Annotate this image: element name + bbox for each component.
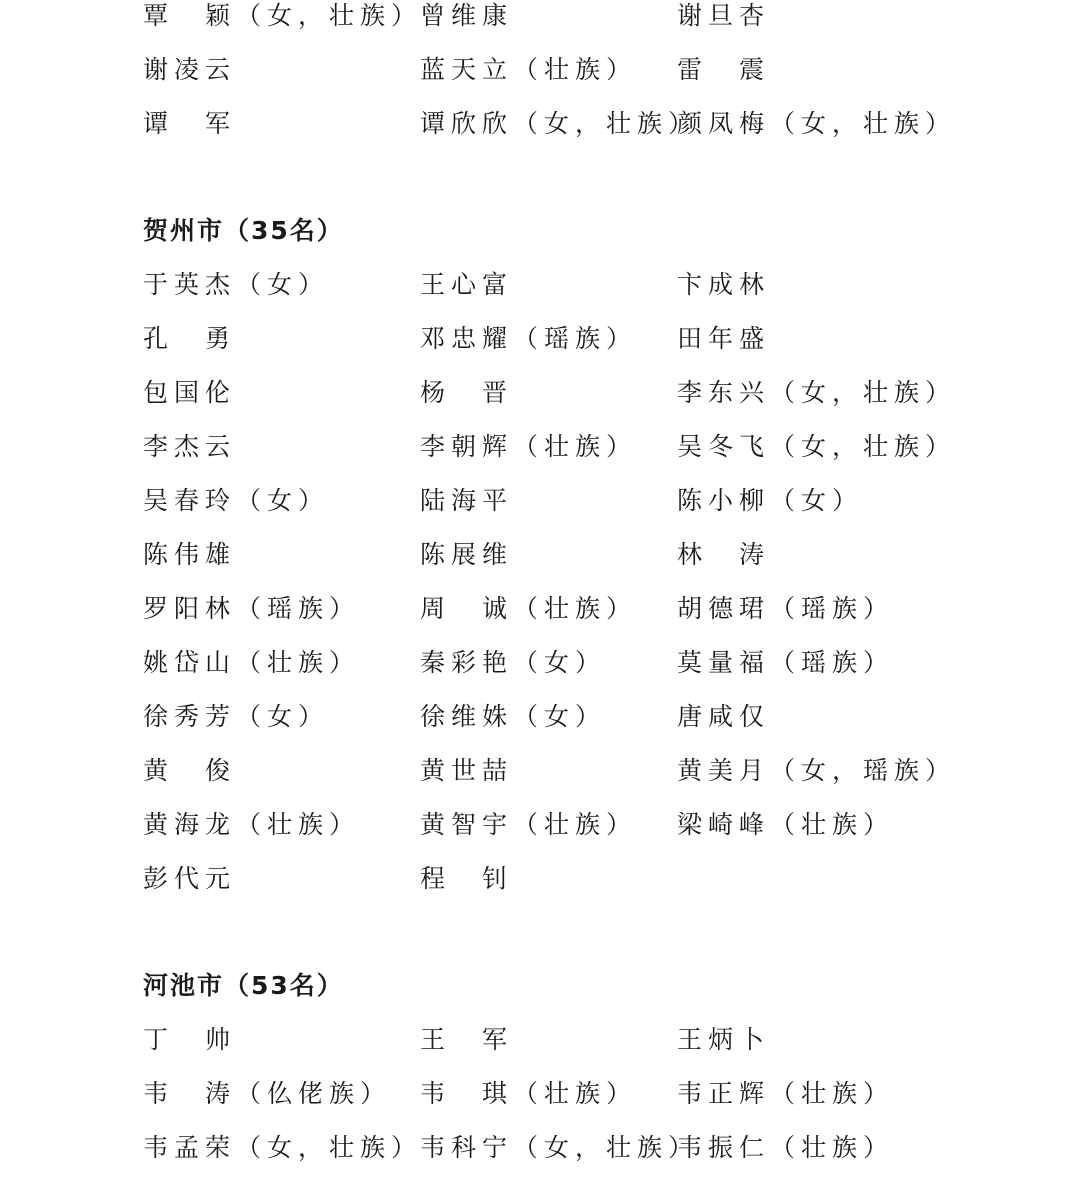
list-row (0, 427, 1080, 467)
name-entry: 韦振仁（壮族） (677, 1133, 895, 1162)
name-entry: 陈展维 (420, 540, 514, 569)
list-row (0, 751, 1080, 791)
list-row (0, 0, 1080, 36)
name-entry: 曾维康 (420, 1, 514, 30)
name-entry: 李杰云 (143, 432, 237, 461)
name-entry: 梁崎峰（壮族） (677, 810, 895, 839)
name-entry: 胡德珺（瑶族） (677, 594, 895, 623)
name-entry: 黄 俊 (143, 756, 237, 785)
list-row (0, 481, 1080, 521)
name-entry: 王炳卜 (677, 1025, 771, 1054)
name-entry: 黄世喆 (420, 756, 514, 785)
name-entry: 杨 晋 (420, 378, 514, 407)
name-entry: 徐维姝（女） (420, 702, 607, 731)
name-entry: 覃 颖（女，壮族） (143, 1, 423, 30)
name-entry: 莫量福（瑶族） (677, 648, 895, 677)
name-entry: 李东兴（女，壮族） (677, 378, 957, 407)
list-row (0, 1128, 1080, 1168)
name-entry: 黄美月（女，瑶族） (677, 756, 957, 785)
name-entry: 黄智宇（壮族） (420, 810, 638, 839)
name-entry: 陈伟雄 (143, 540, 237, 569)
name-entry: 雷 震 (677, 55, 771, 84)
name-entry: 王 军 (420, 1025, 514, 1054)
name-entry: 韦孟荣（女，壮族） (143, 1133, 423, 1162)
list-row (0, 643, 1080, 683)
list-row (0, 1074, 1080, 1114)
name-entry: 蓝天立（壮族） (420, 55, 638, 84)
name-entry: 谭欣欣（女，壮族） (420, 109, 700, 138)
name-entry: 田年盛 (677, 324, 771, 353)
list-row (0, 50, 1080, 90)
name-entry: 谢凌云 (143, 55, 237, 84)
name-entry: 孔 勇 (143, 324, 237, 353)
name-entry: 陈小柳（女） (677, 486, 864, 515)
name-entry: 韦 琪（壮族） (420, 1079, 638, 1108)
name-entry: 韦 涛（仫佬族） (143, 1079, 392, 1108)
name-entry: 王心富 (420, 270, 514, 299)
list-row (0, 319, 1080, 359)
name-entry: 周 诚（壮族） (420, 594, 638, 623)
list-row (0, 104, 1080, 144)
name-entry: 包国伦 (143, 378, 237, 407)
name-entry: 秦彩艳（女） (420, 648, 607, 677)
name-entry: 邓忠耀（瑶族） (420, 324, 638, 353)
list-row (0, 697, 1080, 737)
list-row (0, 373, 1080, 413)
name-entry: 陆海平 (420, 486, 514, 515)
name-entry: 吴春玲（女） (143, 486, 330, 515)
name-entry: 卞成林 (677, 270, 771, 299)
name-entry: 程 钊 (420, 864, 514, 893)
list-row (0, 805, 1080, 845)
name-entry: 丁 帅 (143, 1025, 237, 1054)
name-entry: 黄海龙（壮族） (143, 810, 361, 839)
section-heading: 河池市（53名） (143, 971, 344, 1000)
name-entry: 罗阳林（瑶族） (143, 594, 361, 623)
list-row (0, 589, 1080, 629)
name-entry: 姚岱山（壮族） (143, 648, 361, 677)
name-entry: 谭 军 (143, 109, 237, 138)
list-row (0, 1020, 1080, 1060)
name-entry: 谢旦杏 (677, 1, 771, 30)
name-entry: 于英杰（女） (143, 270, 330, 299)
name-entry: 林 涛 (677, 540, 771, 569)
section-heading: 贺州市（35名） (143, 216, 344, 245)
name-entry: 李朝辉（壮族） (420, 432, 638, 461)
name-entry: 韦正辉（壮族） (677, 1079, 895, 1108)
name-entry: 颜凤梅（女，壮族） (677, 109, 957, 138)
list-row (0, 535, 1080, 575)
name-entry: 彭代元 (143, 864, 237, 893)
name-entry: 吴冬飞（女，壮族） (677, 432, 957, 461)
name-entry: 徐秀芳（女） (143, 702, 330, 731)
name-entry: 唐咸仅 (677, 702, 771, 731)
list-row (0, 265, 1080, 305)
list-row (0, 859, 1080, 899)
name-entry: 韦科宁（女，壮族） (420, 1133, 700, 1162)
